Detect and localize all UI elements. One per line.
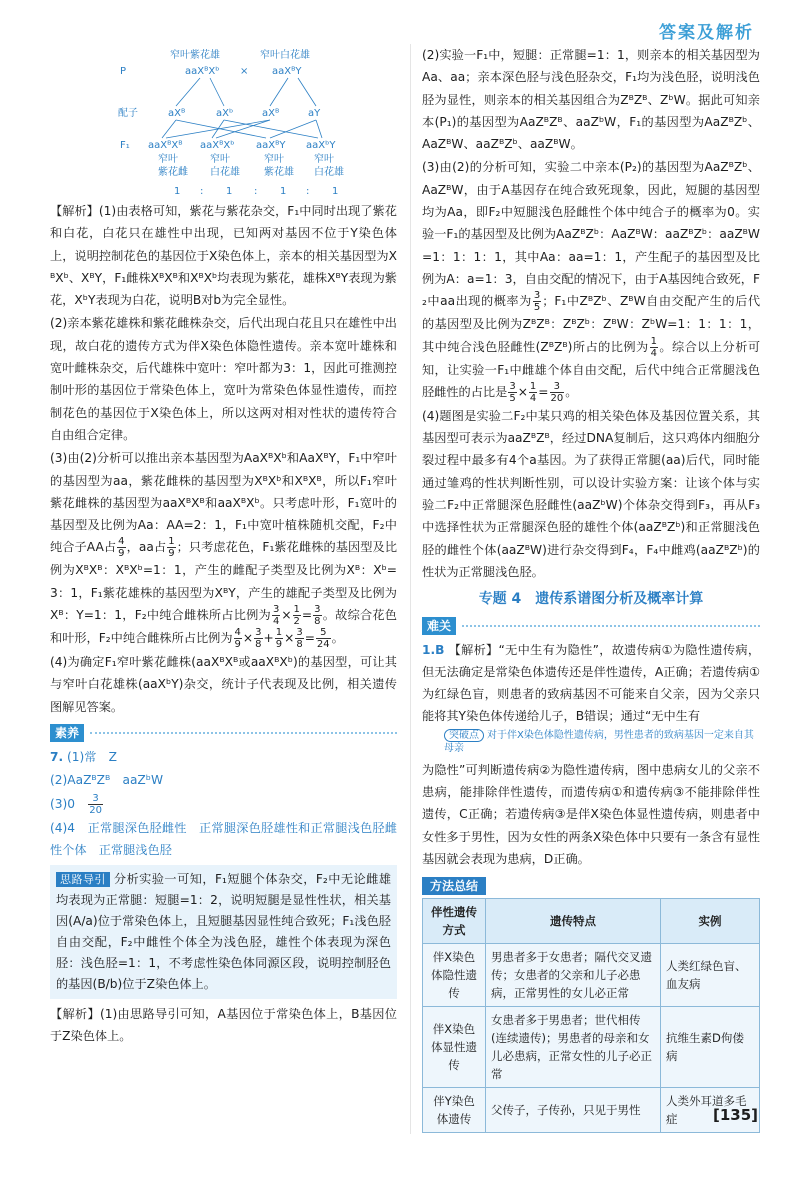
table-cell: 人类红绿色盲、血友病 [661,943,760,1006]
gamete-label: 配子 [118,108,138,119]
fraction: $\frac{1}{9}$ [275,627,283,651]
idea-guide-tag: 思路导引 [56,872,110,887]
q1-para-2: 为隐性”可判断遗传病②为隐性遗传病，图中患病女儿的父亲不患病，能排除伴性遗传，而遗传病①和遗传病③不能排除伴性遗传，C正确；若遗传病③是伴X染色体显性遗传病，则患者中女性多于男性，因为女性的两条X染色体中只要有一条含有显性基因就会表现为患病，D正确。 [422,762,760,866]
offspring-geno-2: aaXᴮXᵇ [200,140,235,151]
note-tag: 突破点 [444,729,484,742]
f1-label: F₁ [120,140,130,151]
table-row [423,1087,760,1132]
table-cell: 父传子，子传孙，只见于男性 [486,1087,661,1132]
gamete-3: aXᴮ [262,108,280,119]
fraction: $\frac{3}{8}$ [255,627,262,651]
offspring-geno-4: aaXᵇY [306,140,336,151]
ratio-sep-3: : [306,186,310,197]
fraction: $\frac{3}{8}$ [296,627,303,651]
fraction: $\frac{3}{8}$ [314,604,321,628]
method-summary-tag: 方法总结 [422,877,486,895]
left-column [50,44,397,1049]
ratio-4: 1 [332,186,339,197]
analysis-para-1: 【解析】(1)由表格可知，紫花与紫花杂交，F₁中同时出现了紫花和白花，白花只在雄性中出现，已知两对基因不位于Y染色体上，说明控制花色的基因位于X染色体上，亲本的相关基因型为XᴮXᵇ、XᴮY，F₁雌株XᴮXᴮ和XᴮXᵇ均表现为紫花，雄株XᴮY表现为紫花，XᵇY表现为白花，说明B对b为完全显性。 [50,204,397,308]
table-cell: 伴Y染色体遗传 [423,1087,486,1132]
cross-lines [162,78,322,138]
genetic-cross-diagram [50,44,397,200]
right-para-1: (2)实验一F₁中，短腿：正常腿=1：1，则亲本的相关基因型为Aa、aa；亲本深色胫与浅色胫杂交，F₁均为浅色胫，说明浅色胫为显性，则亲本的相关基因组合为ZᴮZᴮ、ZᵇW。据此可知亲本(P₁)的基因型为AaZᴮZᴮ、aaZᵇW，F₁的基因型为AaZᴮZᵇ、AaZᴮW、aaZᴮZᵇ、aaZᴮW。 [422,48,760,152]
table-cell: 伴X染色体隐性遗传 [423,943,486,1006]
topic-title: 专题 4 遗传系谱图分析及概率计算 [478,591,704,608]
q7-answer-1: 7. (1)常 Z [50,749,117,764]
idea-guide-box [50,865,397,999]
fraction: $\frac{1}{9}$ [168,536,175,560]
table-header-row [423,898,760,943]
fraction: $\frac{3}{20}$ [89,792,102,816]
cross-diagram-svg [50,44,397,200]
offspring-pheno-3: 窄叶紫花雄 [264,154,294,178]
table-cell: 男患者多于女患者；隔代交叉遗传；女患者的父亲和儿子必患病，正常男性的女儿必正常 [486,943,661,1006]
cross-symbol: × [240,66,249,77]
fraction: $\frac{4}{9}$ [234,627,241,651]
analysis-para-3: (3)由(2)分析可以推出亲本基因型为AaXᴮXᵇ和AaXᴮY，F₁中窄叶的基因型为aa，紫花雌株的基因型为XᴮXᵇ和XᴮXᴮ，所以F₁窄叶紫花雌株的基因型为aaXᴮXᴮ和aaXᴮXᵇ。只考虑叶形，F₁宽叶的基因型及比例为Aa：AA=2：1，F₁中宽叶植株随机交配，F₂中纯合子AA占 $\frac{4}{9}$ ，aa占 $\frac{1}{9}$ ；只考虑花色，F₁紫花雌株的基因型及比例为XᴮXᴮ：XᴮXᵇ=1：1，产生的雌配子类型及比例为Xᴮ：Xᵇ=3：1，F₁紫花雄株的基因型为XᴮY，产生的雄配子类型及比例为Xᴮ：Y=1：1，F₂中纯合雌株所占比例为 $\frac{3}{4}$ × $\frac{1}{2}$ = $\frac{3}{8}$ 。故综合花色和叶形，F₂中纯合雌株所占比例为 $\frac{4}{9}$ × $\frac{3}{8}$ + $\frac{1}{9}$ × $\frac{3}{8}$ = $\frac{5}{24}$ 。 [50,451,398,651]
header-title: 答案及解析 [659,23,754,43]
ratio-sep-2: : [254,186,258,197]
page-number: [135] [712,1106,758,1124]
q1-para-1: 1.B 【解析】“无中生有为隐性”，故遗传病①为隐性遗传病，但无法确定是常染色体遗传还是伴性遗传，A正确；若遗传病①为红绿色盲，则患者的致病基因不可能来自父亲，因为父亲只能将其Y染色体传递给儿子，B错误；通过“无中生有 [422,642,761,724]
table-cell: 伴X染色体显性遗传 [423,1006,486,1087]
fraction: $\frac{3}{5}$ [509,380,516,404]
gamete-1: aXᴮ [168,108,186,119]
fraction: $\frac{3}{5}$ [533,290,541,314]
parent-female-genotype: aaXᴮXᵇ [185,66,220,77]
ratio-2: 1 [226,186,233,197]
section-nanguan [422,617,760,635]
fraction: $\frac{1}{2}$ [293,604,300,628]
table-header: 遗传特点 [486,898,661,943]
inheritance-table [422,898,760,1133]
offspring-pheno-4: 窄叶白花雄 [314,154,344,178]
parent-male-genotype: aaXᴮY [272,66,302,77]
section-dots [90,732,397,734]
analysis-para-2: (2)亲本紫花雄株和紫花雌株杂交，后代出现白花且只在雄性中出现，故白花的遗传方式为伴X染色体隐性遗传。亲本宽叶雄株和宽叶雌株杂交，后代雄株中宽叶：窄叶都为3：1，因此可推测控制叶形的基因位于常染色体上，宽叶为常染色体显性遗传，而控制花色的基因位于X染色体上，所以这两对相对性状的遗传符合自由组合定律。 [50,316,397,442]
table-header: 伴性遗传方式 [423,898,486,943]
section-badge: 素养 [50,724,84,742]
ratio-sep-1: : [200,186,204,197]
right-para-2: (3)由(2)的分析可知，实验二中亲本(P₂)的基因型为AaZᴮZᵇ、AaZᴮW，由于A基因存在纯合致死现象，因此，短腿的基因型均为Aa，即F₂中短腿浅色胫雌性个体中纯合子的概率为0。实验一F₁的基因型及比例为AaZᴮZᵇ：AaZᴮW：aaZᴮZᵇ：aaZᴮW=1：1：1：1，其中Aa：aa=1：1，产生配子的基因型及比例为A：a=1：3，自由交配的情况下，由于A基因纯合致死，F₂中aa出现的概率为 $\frac{3}{5}$ ；F₁中ZᴮZᵇ、ZᴮW自由交配产生的后代的基因型及比例为ZᴮZᴮ：ZᴮZᵇ：ZᴮW：ZᵇW=1：1：1：1，其中纯合浅色胫雌性(ZᴮZᴮ)所占的比例为 $\frac{1}{4}$ 。综合以上分析可知，让实验一F₁中雌雄个体自由交配，后代中纯合正常腿浅色胫雌性的占比是 $\frac{3}{5}$ × $\frac{1}{4}$ = $\frac{3}{20}$ 。 [422,160,761,404]
offspring-pheno-2: 窄叶白花雄 [210,154,240,178]
table-cell: 人类外耳道多毛症 [661,1087,760,1132]
offspring-geno-1: aaXᴮXᴮ [148,140,183,151]
table-cell: 抗维生素D佝偻病 [661,1006,760,1087]
fraction: $\frac{3}{20}$ [550,380,564,404]
section-badge: 难关 [422,617,456,635]
gamete-2: aXᵇ [216,108,234,119]
parent-male-name: 窄叶白花雄 [260,50,310,61]
fraction: $\frac{3}{4}$ [272,604,280,628]
table-row [423,1006,760,1087]
ratio-3: 1 [280,186,287,197]
offspring-geno-3: aaXᴮY [256,140,286,151]
q7-answer-4: (4)4 正常腿深色胫雌性 正常腿深色胫雄性和正常腿浅色胫雌性个体 正常腿浅色胫 [50,820,397,857]
q7-answer-2: (2)AaZᴮZᴮ aaZᵇW [50,773,164,788]
table-header: 实例 [661,898,760,943]
analysis-para-5: 【解析】(1)由思路导引可知，A基因位于常染色体上，B基因位于Z染色体上。 [50,1007,397,1044]
offspring-pheno-1: 窄叶紫花雌 [158,154,188,178]
fraction: $\frac{5}{24}$ [316,627,330,651]
section-suyang [50,724,397,742]
idea-guide-text: 分析实验一可知，F₁短腿个体杂交，F₂中无论雌雄均表现为正常腿：短腿=1：2，说明短腿是显性性状，相关基因(A/a)位于常染色体上，且短腿基因显性纯合致死；F₁浅色胫自由交配，F₂中雌性个体全为浅色胫，雄性个体表现为深色胫：浅色胫=1：1，不考虑性染色体同源区段，说明控制胫色的基因(B/b)位于Z染色体上。 [56,872,392,992]
right-para-3: (4)题图是实验二F₂中某只鸡的相关染色体及基因位置关系，其基因型可表示为aaZᴮZᴮ，经过DNA复制后，这只鸡体内细胞分裂过程中最多有4个a基因。为了获得正常腿(aa)后代，同时能通过雏鸡的性状判断性别，可以设计实验方案：让该个体与实验二F₂中正常腿深色胫雌性(aaZᵇW)个体杂交得到F₃，再从F₃中选择性状为正常腿深色胫的雄性个体(aaZᴮZᵇ)和正常腿浅色胫的雌性个体(aaZᴮW)进行杂交得到F₄，F₄中雌鸡(aaZᴮZᵇ)的性状为正常腿浅色胫。 [422,408,760,579]
table-row [423,943,760,1006]
column-divider [410,44,411,1134]
section-dots [462,625,760,627]
gamete-4: aY [308,108,321,119]
q7-answer-3: (3)0 $\frac{3}{20}$ [50,792,102,816]
breakthrough-note: 突破点 对于伴X染色体隐性遗传病，男性患者的致病基因一定来自其母亲 [444,729,754,754]
p-label: P [120,66,127,77]
parent-female-name: 窄叶紫花雄 [170,50,220,61]
analysis-para-4: (4)为确定F₁窄叶紫花雌株(aaXᴮXᴮ或aaXᴮXᵇ)的基因型，可让其与窄叶白花雄株(aaXᵇY)杂交，统计子代表现及比例，相关遗传图解见答案。 [50,655,397,714]
fraction: $\frac{1}{4}$ [529,380,537,404]
ratio-1: 1 [174,186,181,197]
right-column [422,44,760,1133]
table-cell: 女患者多于男患者；世代相传(连续遗传)；男患者的母亲和女儿必患病，正常女性的儿子必正常 [486,1006,661,1087]
fraction: $\frac{1}{4}$ [650,335,657,359]
fraction: $\frac{4}{9}$ [118,536,125,560]
